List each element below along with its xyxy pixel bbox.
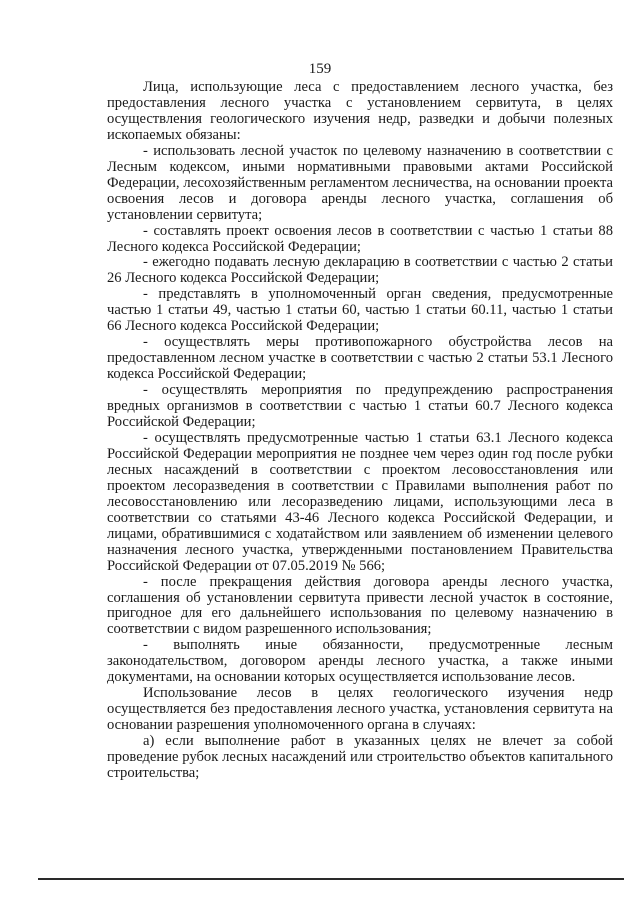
obligation-item: - осуществлять мероприятия по предупреждению распространения вредных организмов в соответствии с частью 1 статьи 60.7 Лесного кодекса Российской Федерации; [107,382,613,431]
obligation-item: - выполнять иные обязанности, предусмотренные лесным законодательством, договором аренды лесного участка, а также иными документами, на основании которых осуществляется использование лесов. [107,637,613,686]
footer-rule [38,878,624,880]
obligation-item: - после прекращения действия договора аренды лесного участка, соглашения об установлении сервитута привести лесной участок в состояние, пригодное для его дальнейшего использования по целевому назначению в соответствии с видом разрешенного использования; [107,573,613,638]
case-a-item: а) если выполнение работ в указанных целях не влечет за собой проведение рубок лесных насаждений или строительство объектов капитального строительства; [107,733,613,781]
obligation-item: - осуществлять предусмотренные частью 1 статьи 63.1 Лесного кодекса Российской Федерации мероприятия не позднее чем через один год после рубки лесных насаждений в соответствии с проектом лесовосстановления или проектом лесоразведения в соответствии с Правилами выполнения работ по лесовосстановлению или лесоразведению лицами, использующими леса в соответствии со статьями 43-46 Лесного кодекса Российской Федерации, и лицами, обратившимися с ходатайством или заявлением об изменении целевого назначения лесного участка, утвержденными постановлением Правительства Российской Федерации от 07.05.2019 № 566; [107,429,613,574]
obligation-item: - ежегодно подавать лесную декларацию в соответствии с частью 2 статьи 26 Лесного кодекса Российской Федерации; [107,254,613,287]
obligation-item: - составлять проект освоения лесов в соответствии с частью 1 статьи 88 Лесного кодекса Российской Федерации; [107,222,613,255]
geological-study-paragraph: Использование лесов в целях геологического изучения недр осуществляется без предоставления лесного участка, установления сервитута на основании разрешения уполномоченного органа в случаях: [107,685,613,734]
obligation-item: - использовать лесной участок по целевому назначению в соответствии с Лесным кодексом, иными нормативными правовыми актами Российской Федерации, лесохозяйственным регламентом лесничества, на основании проекта освоения лесов и договора аренды лесного участка, соглашения об установлении сервитута; [107,142,613,223]
obligation-item: - представлять в уполномоченный орган сведения, предусмотренные частью 1 статьи 49, частью 1 статьи 60, частью 1 статьи 60.11, частью 1 статьи 66 Лесного кодекса Российской Федерации; [107,286,613,335]
obligation-item: - осуществлять меры противопожарного обустройства лесов на предоставленном лесном участке в соответствии с частью 2 статьи 53.1 Лесного кодекса Российской Федерации; [107,334,613,383]
intro-paragraph: Лица, использующие леса с предоставлением лесного участка, без предоставления лесного участка с установлением сервитута, в целях осуществления геологического изучения недр, разведки и добычи полезных ископаемых обязаны: [107,79,613,143]
document-body [107,80,613,782]
page-number: 159 [308,61,332,77]
